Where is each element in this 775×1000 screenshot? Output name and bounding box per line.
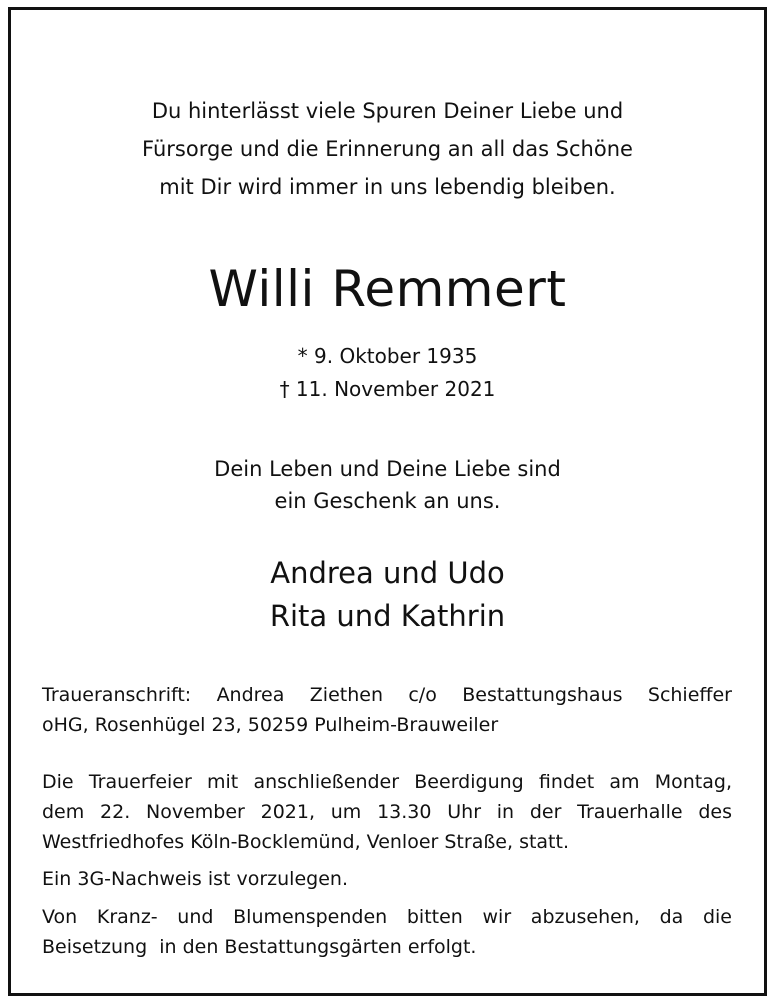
covid-proof-note: Ein 3G-Nachweis ist vorzulegen. <box>42 868 348 890</box>
flowers-line-2: Beisetzung in den Bestattungsgärten erfolgt. <box>42 936 477 958</box>
family-line-1: Andrea und Udo <box>270 556 505 590</box>
address-line-1: Traueranschrift: Andrea Ziethen c/o Bestattungshaus Schieffer <box>42 684 732 706</box>
mourning-address <box>42 680 732 740</box>
life-dates <box>0 340 775 406</box>
family-line-2: Rita und Kathrin <box>269 599 506 633</box>
ceremony-info <box>42 767 732 857</box>
memorial-quote <box>0 453 775 517</box>
birth-date: * 9. Oktober 1935 <box>297 344 478 368</box>
intro-line-2: Fürsorge und die Erinnerung an all das Schöne <box>142 137 633 161</box>
flowers-line-1: Von Kranz- und Blumenspenden bitten wir abzusehen, da die <box>42 906 732 928</box>
quote-line-1: Dein Leben und Deine Liebe sind <box>214 457 561 481</box>
ceremony-line-1: Die Trauerfeier mit anschließender Beerdigung findet am Montag, <box>42 771 732 793</box>
intro-line-1: Du hinterlässt viele Spuren Deiner Liebe und <box>151 99 624 123</box>
death-date: † 11. November 2021 <box>279 377 496 401</box>
deceased-name: Willi Remmert <box>208 260 567 318</box>
flowers-note <box>42 902 732 962</box>
address-line-2: oHG, Rosenhügel 23, 50259 Pulheim-Brauweiler <box>42 714 499 736</box>
intro-verse <box>0 92 775 206</box>
ceremony-line-3: Westfriedhofes Köln-Bocklemünd, Venloer Straße, statt. <box>42 831 569 853</box>
intro-line-3: mit Dir wird immer in uns lebendig bleiben. <box>159 175 616 199</box>
quote-line-2: ein Geschenk an uns. <box>274 489 501 513</box>
ceremony-line-2: dem 22. November 2021, um 13.30 Uhr in der Trauerhalle des <box>42 801 732 823</box>
mourning-family <box>0 552 775 638</box>
